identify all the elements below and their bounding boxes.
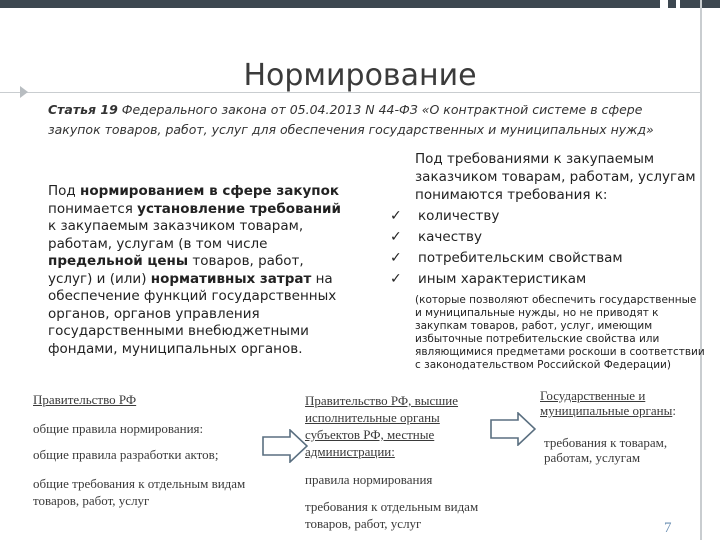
requirement-item (390, 206, 690, 227)
slide-title: Нормирование (243, 58, 477, 93)
requirement-label: количеству (418, 208, 500, 224)
definition-part: на обеспечение функций государственных органов, органов управления государственными внебюджетными фондами, муниципальных органов. (48, 270, 337, 357)
checkmark-icon: ✓ (390, 271, 402, 287)
flow-arrow-icon (490, 412, 536, 446)
flow-item: требования к отдельным видам товаров, работ, услуг (305, 499, 479, 531)
requirement-label: потребительским свойствам (418, 250, 623, 266)
flow-column-regional (305, 392, 495, 532)
checkmark-icon: ✓ (390, 229, 402, 245)
requirement-label: иным характеристикам (418, 271, 587, 287)
flow-arrow-icon (262, 429, 308, 463)
requirement-item (390, 248, 690, 269)
top-bar-segment (0, 0, 660, 8)
flow-item: общие правила разработки актов; (33, 447, 219, 462)
page-number: 7 (664, 520, 672, 536)
definition-part: Под (48, 183, 81, 199)
top-decor-bar (0, 0, 720, 8)
law-reference (48, 100, 678, 140)
requirement-item (390, 227, 690, 248)
flow-item: правила нормирования (305, 472, 433, 487)
definition-bold: предельной цены (48, 253, 189, 269)
flow-column-title-wrap (540, 388, 700, 418)
flow-column-title: Правительство РФ (33, 392, 137, 407)
definition-part: к закупаемым заказчиком товарам, работам, услугам (в том числе (48, 218, 304, 252)
law-reference-text: Федерального закона от 05.04.2013 N 44-ФЗ «О контрактной системе в сфере закупок товаров, работ, услуг для обеспечения государственных и муниципальных нужд» (48, 102, 654, 137)
article-number: Статья 19 (48, 102, 118, 117)
definition-part: понимается (48, 200, 138, 217)
checkmark-icon: ✓ (390, 250, 402, 266)
requirements-note: (которые позволяют обеспечить государственные и муниципальные нужды, но не приводят к закупкам товаров, работ, услуг, имеющим избыточные потребительские свойства или являющимися предметами роскоши в соответствии с законодательством Российской Федерации) (415, 294, 705, 371)
flow-item: общие правила нормирования: (33, 421, 204, 436)
definition-bold: нормативных затрат (150, 270, 312, 287)
flow-column-title: Государственные и муниципальные органы (540, 388, 673, 418)
requirement-label: качеству (418, 229, 482, 245)
requirement-item (390, 269, 690, 290)
flow-column-agencies (540, 388, 700, 465)
definition-bold: установление требований (137, 200, 341, 217)
checkmark-icon: ✓ (390, 208, 402, 224)
flow-item: требования к товарам, работам, услугам (544, 435, 668, 465)
definition-part: товаров, работ, услуг) и (или) (48, 253, 304, 287)
title-suffix: : (672, 403, 676, 418)
requirements-heading: Под требованиями к закупаемым заказчиком товарам, работам, услугам понимаются требования к: (415, 151, 696, 203)
flow-column-title: Правительство РФ, высшие исполнительные органы субъектов РФ, местные администрации: (305, 393, 459, 459)
flow-item: общие требования к отдельным видам товаров, работ, услуг (33, 476, 246, 508)
top-bar-segment (668, 0, 676, 8)
definition-bold: нормированием в сфере закупок (80, 183, 340, 199)
requirements-list (390, 206, 690, 290)
definition-text (48, 183, 348, 358)
